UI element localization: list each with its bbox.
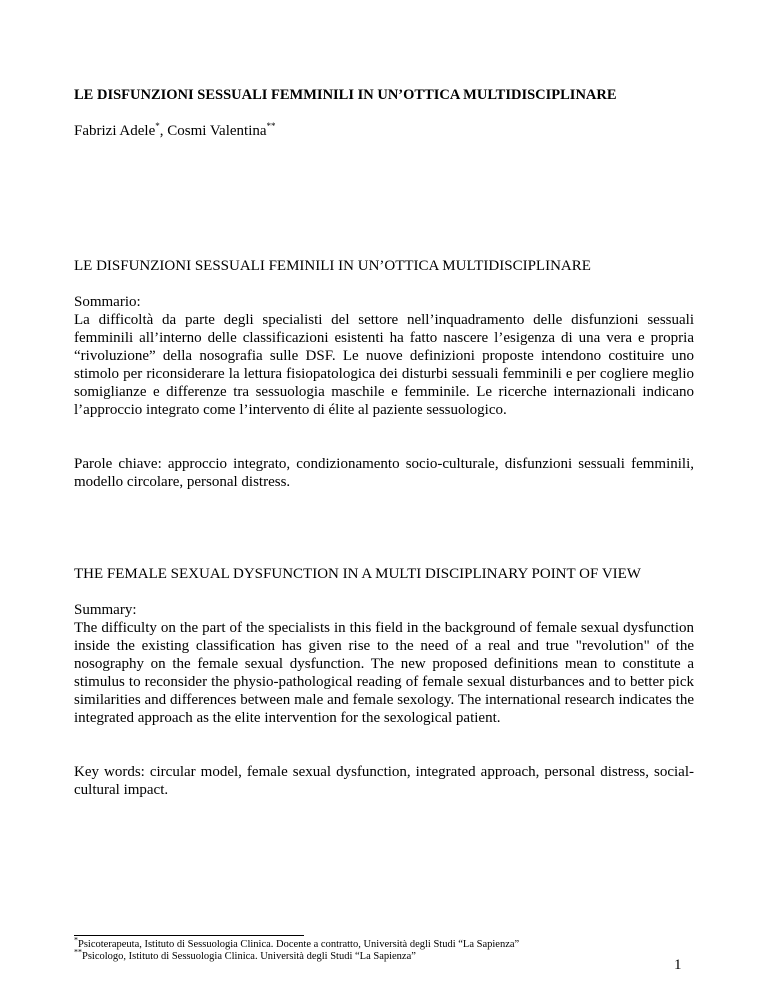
footnote-text: Psicologo, Istituto di Sessuologia Clinica. Università degli Studi “La Sapienza” (82, 951, 416, 962)
document-title: LE DISFUNZIONI SESSUALI FEMMINILI IN UN’OTTICA MULTIDISCIPLINARE (74, 87, 617, 103)
author-name: Fabrizi Adele (74, 123, 156, 139)
page-number: 1 (674, 957, 682, 973)
summary-label: Sommario: (74, 294, 141, 310)
footnote-mark: ** (74, 947, 82, 957)
italian-heading: LE DISFUNZIONI SESSUALI FEMINILI IN UN’OTTICA MULTIDISCIPLINARE (74, 258, 591, 274)
english-heading: THE FEMALE SEXUAL DYSFUNCTION IN A MULTI DISCIPLINARY POINT OF VIEW (74, 566, 641, 582)
italian-summary (74, 293, 694, 419)
summary-text: La difficoltà da parte degli specialisti del settore nell’inquadramento delle disfunzioni sessuali femminili all’interno delle classificazioni esistenti ha fatto nascere l’esigenza di una vera e propria “rivoluzione” della nosografia sulle DSF. Le nuove definizioni proposte intendono costituire uno stimolo per riconsiderare la lettura fisiopatologica dei disturbi sessuali femminili e per cogliere meglio somiglianze e differenze tra sessuologia maschile e femminile. Le ricerche internazionali indicano l’approccio integrato come l’intervento di élite al paziente sessuologico. (74, 312, 694, 418)
footnote-text: Psicoterapeuta, Istituto di Sessuologia Clinica. Docente a contratto, Università degli Studi “La Sapienza” (78, 939, 520, 950)
italian-keywords: Parole chiave: approccio integrato, condizionamento socio-culturale, disfunzioni sessuali femminili, modello circolare, personal distress. (74, 456, 694, 490)
summary-label: Summary: (74, 602, 137, 618)
footnotes (74, 935, 694, 963)
footnote-mark: ** (266, 121, 276, 131)
author-name: Cosmi Valentina (167, 123, 267, 139)
footnote-mark: * (155, 121, 160, 131)
footnote (74, 947, 694, 963)
footnote-mark: * (74, 935, 78, 945)
author-separator: , (159, 123, 168, 139)
english-summary (74, 601, 694, 727)
footnote-divider (74, 935, 304, 936)
footnote (74, 935, 694, 951)
english-keywords: Key words: circular model, female sexual dysfunction, integrated approach, personal distress, social-cultural impact. (74, 764, 694, 798)
summary-text: The difficulty on the part of the specialists in this field in the background of female sexual dysfunction inside the existing classification has given rise to the need of a real and true "revolution" of the nosography on the female sexual dysfunction. The new proposed definitions mean to constitute a stimulus to reconsider the physio-pathological reading of female sexual disturbances and to better pick similarities and differences between male and female sexology. The international research indicates the integrated approach as the elite intervention for the sexological patient. (74, 620, 694, 726)
authors-line (74, 122, 694, 140)
